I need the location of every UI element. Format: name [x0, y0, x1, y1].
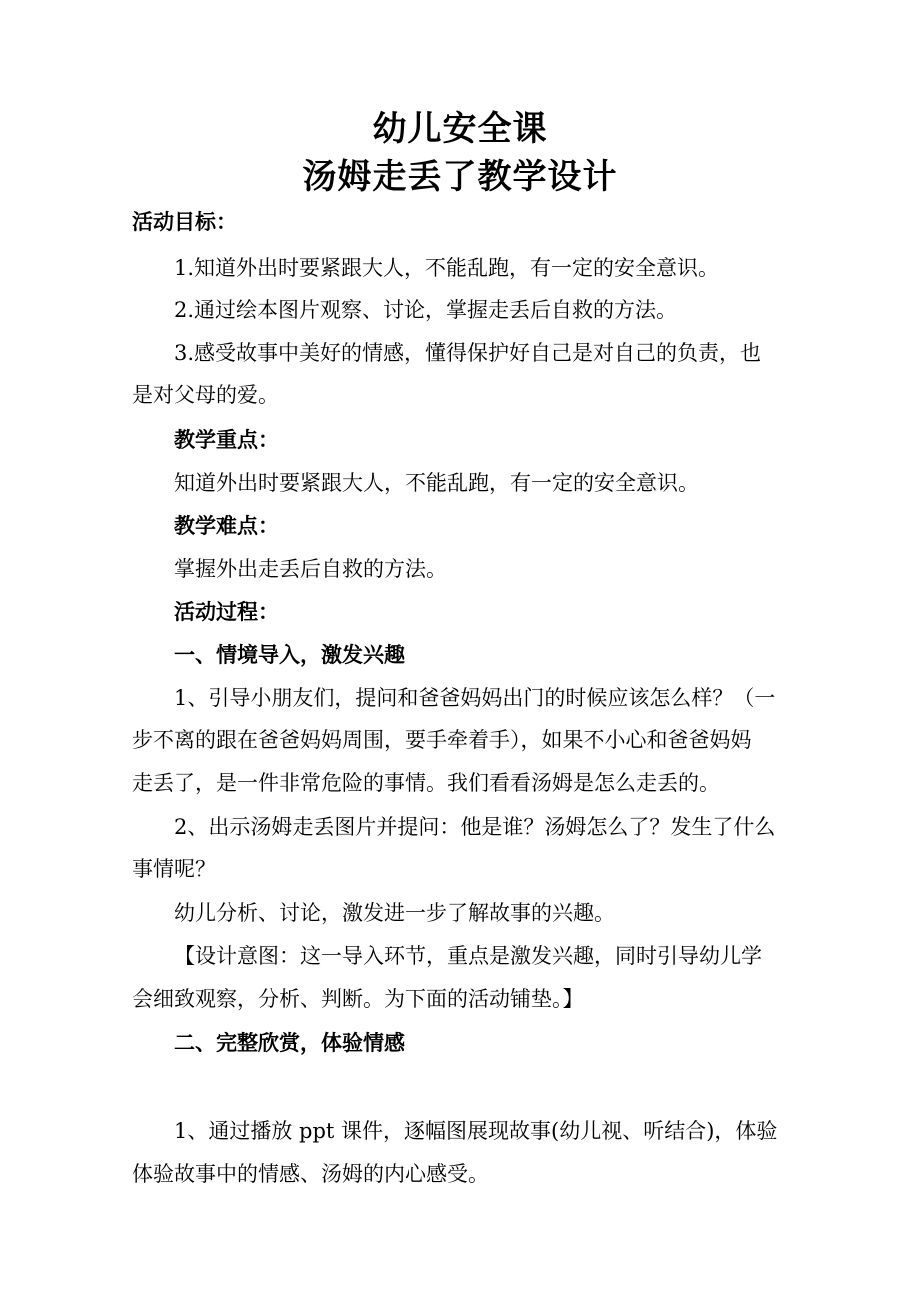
document-subtitle: 汤姆走丢了教学设计 — [302, 157, 618, 197]
document-title: 幼儿安全课 — [372, 109, 548, 149]
difficulty-text: 掌握外出走丢后自救的方法。 — [174, 557, 447, 581]
design-intent-line-1: 【设计意图：这一导入环节，重点是激发兴趣，同时引导幼儿学 — [174, 944, 762, 968]
section-1-paragraph-1-line-3: 走丢了，是一件非常危险的事情。我们看看汤姆是怎么走丢的。 — [132, 771, 720, 795]
section-1-paragraph-1-line-1: 1、引导小朋友们，提问和爸爸妈妈出门的时候应该怎么样？（一 — [174, 686, 776, 710]
goal-item-1: 1.知道外出时要紧跟大人，不能乱跑，有一定的安全意识。 — [174, 256, 720, 280]
key-point-text: 知道外出时要紧跟大人，不能乱跑，有一定的安全意识。 — [174, 471, 699, 495]
section-2-paragraph-1-line-1: 1、通过播放 ppt 课件，逐幅图展现故事(幼儿视、听结合)，体验 — [174, 1119, 778, 1143]
section-2-heading: 二、完整欣赏，体验情感 — [174, 1031, 405, 1055]
section-1-heading: 一、情境导入，激发兴趣 — [174, 643, 405, 667]
goal-item-3-line-2: 是对父母的爱。 — [132, 383, 279, 407]
section-1-paragraph-2-line-2: 事情呢？ — [132, 857, 216, 881]
goal-item-2: 2.通过绘本图片观察、讨论，掌握走丢后自救的方法。 — [174, 298, 678, 322]
goals-heading: 活动目标： — [132, 210, 237, 234]
process-heading: 活动过程： — [174, 600, 279, 624]
goal-item-3-line-1: 3.感受故事中美好的情感，懂得保护好自己是对自己的负责，也 — [174, 341, 762, 365]
section-1-paragraph-1-line-2: 步不离的跟在爸爸妈妈周围，要手牵着手），如果不小心和爸爸妈妈 — [132, 728, 752, 752]
section-1-paragraph-3: 幼儿分析、讨论，激发进一步了解故事的兴趣。 — [174, 901, 615, 925]
section-1-paragraph-2-line-1: 2、出示汤姆走丢图片并提问：他是谁？汤姆怎么了？发生了什么 — [174, 815, 776, 839]
difficulty-heading: 教学难点： — [174, 514, 279, 538]
key-point-heading: 教学重点： — [174, 428, 279, 452]
design-intent-line-2: 会细致观察，分析、判断。为下面的活动铺垫。】 — [132, 987, 584, 1011]
section-2-paragraph-1-line-2: 体验故事中的情感、汤姆的内心感受。 — [132, 1162, 489, 1186]
